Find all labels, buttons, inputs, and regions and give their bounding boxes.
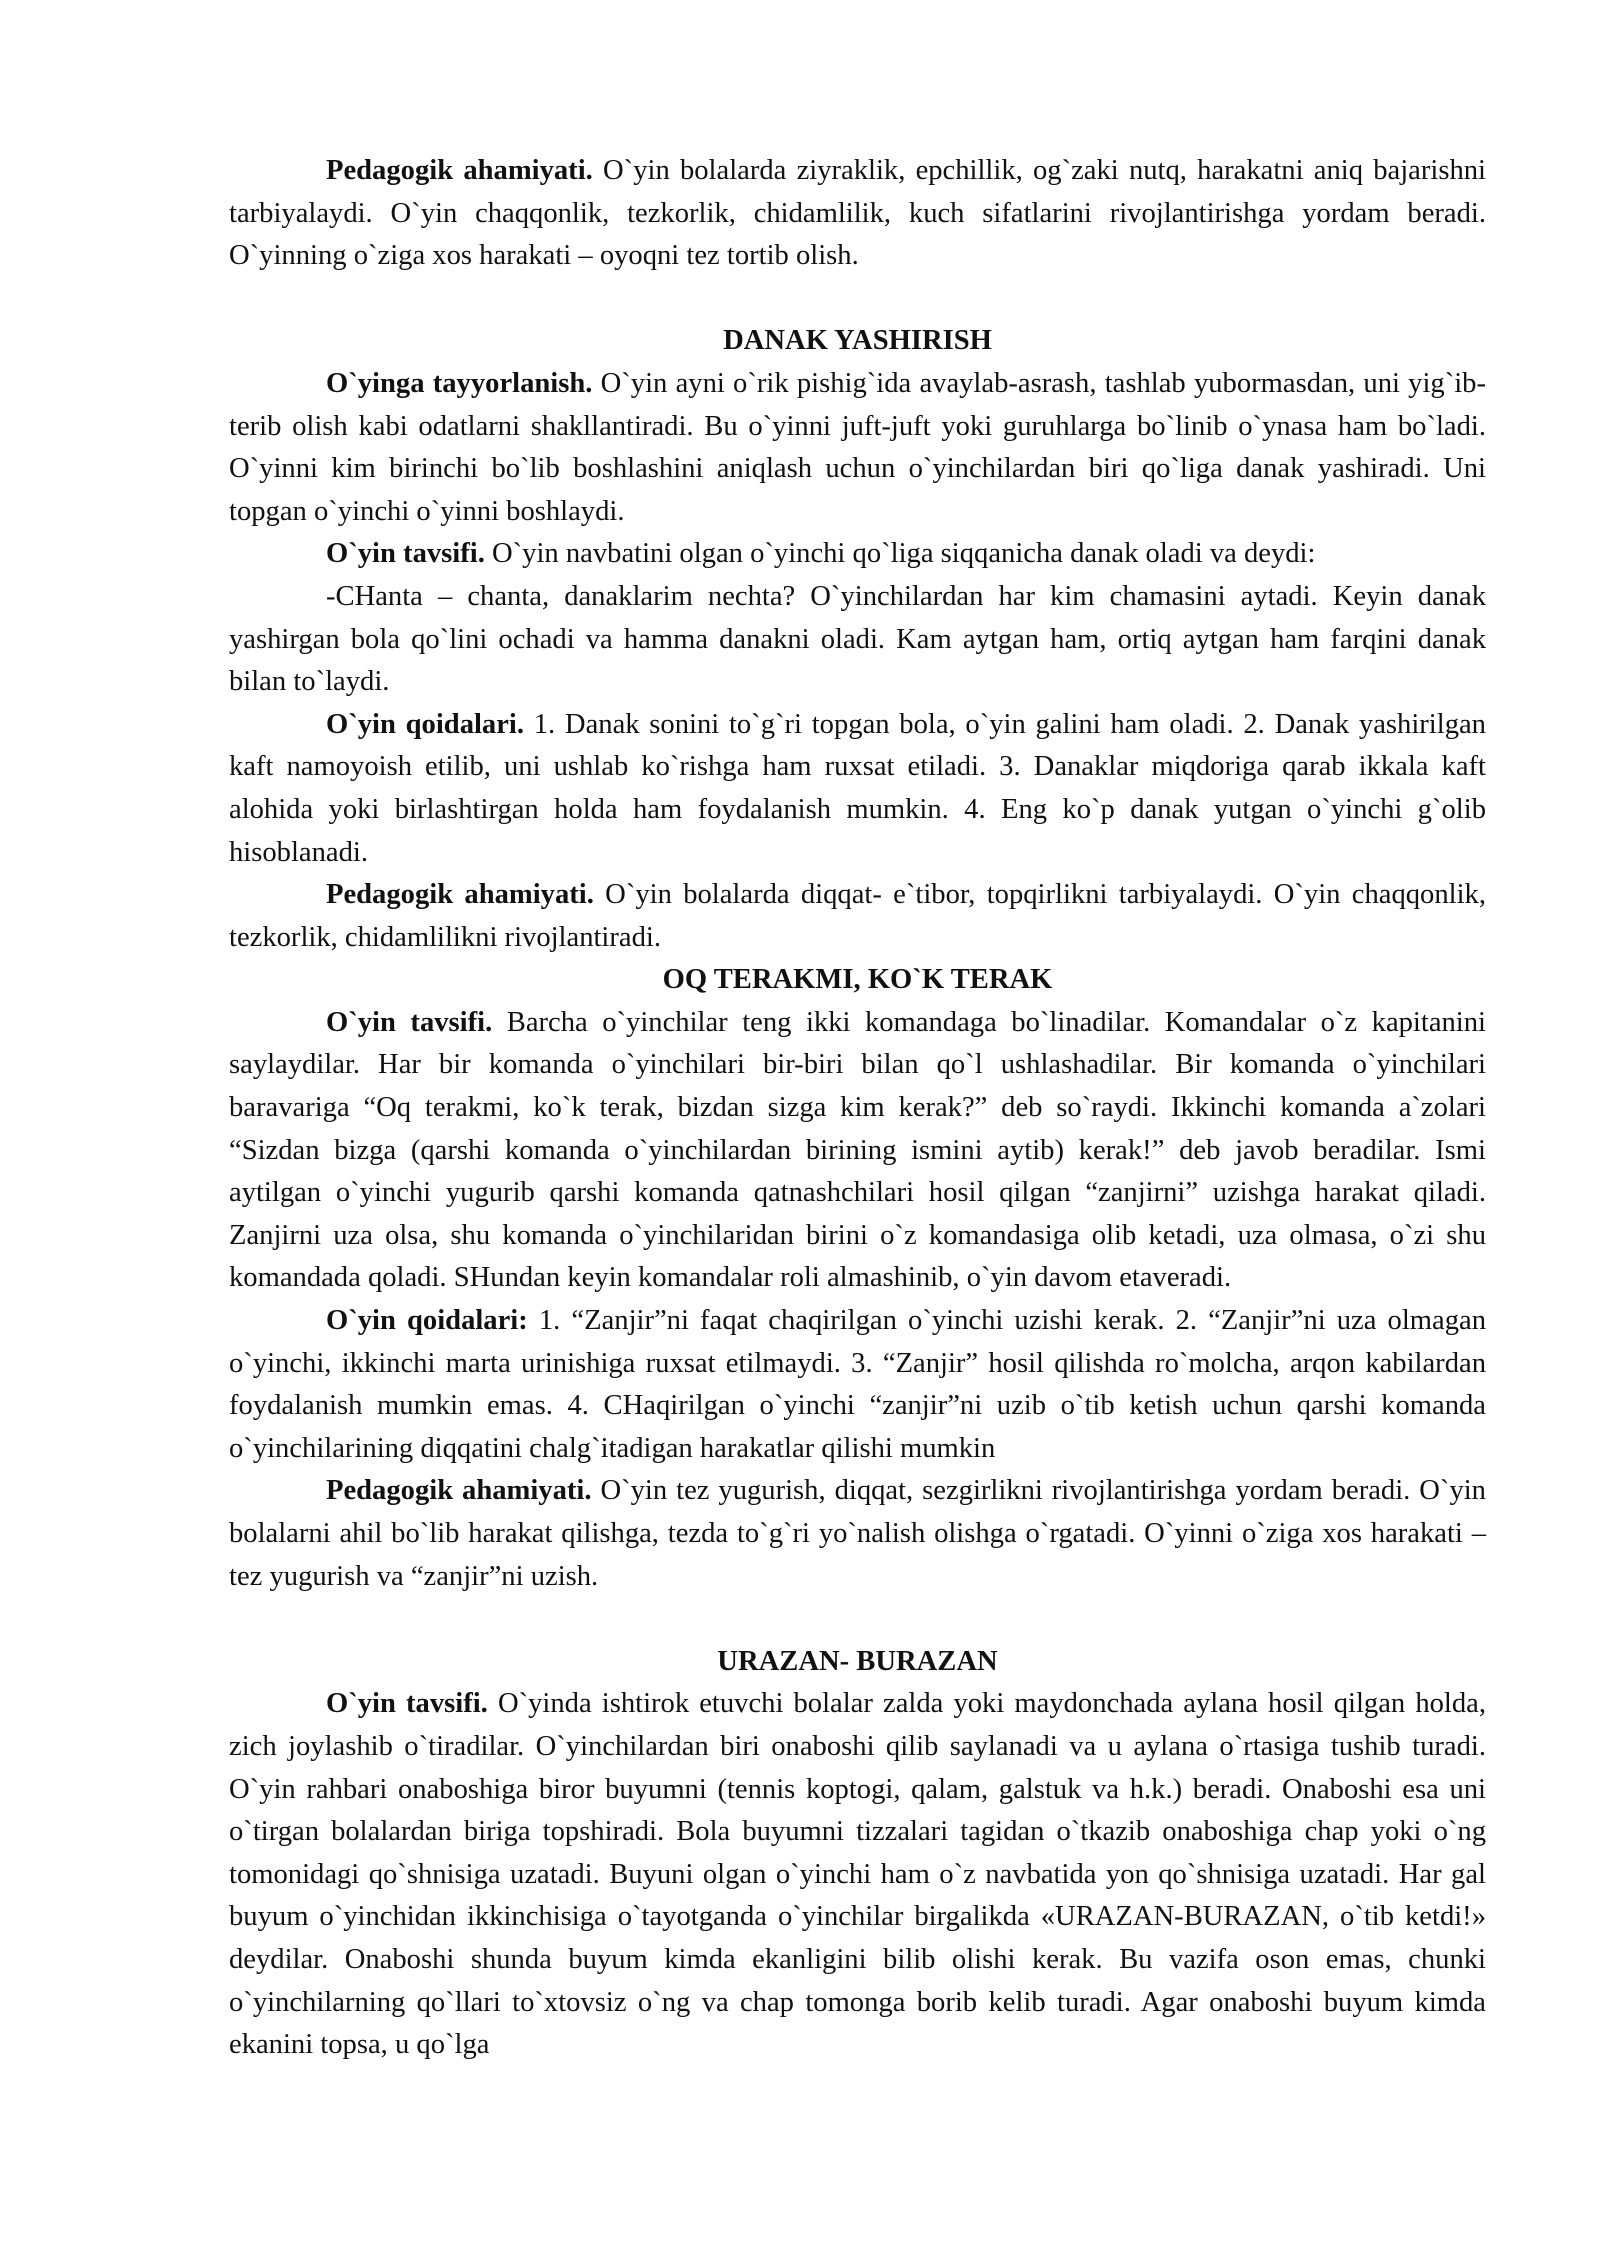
document-page [229,150,1486,2067]
paragraph-text: O`yin bolalarda diqqat- e`tibor, topqirlikni tarbiyalaydi. O`yin chaqqonlik, tezkorlik, chidamlilikni rivojlantiradi. [229,879,1486,953]
paragraph-label: O`yin tavsifi. [326,1006,493,1038]
paragraph-label: O`yin qoidalari: [326,1305,528,1337]
paragraph-label: O`yinga tayyorlanish. [326,367,593,399]
paragraph [229,1300,1486,1470]
paragraph [229,363,1486,533]
paragraph [229,1470,1486,1598]
paragraph [229,533,1486,576]
paragraph-label: O`yin qoidalari. [326,708,525,740]
spacer [229,1598,1486,1641]
section-title: URAZAN- BURAZAN [717,1645,998,1677]
paragraph-label: Pedagogik ahamiyati. [326,1475,592,1507]
paragraph [229,576,1486,704]
paragraph-text: Barcha o`yinchilar teng ikki komandaga bo`linadilar. Komandalar o`z kapitanini saylaydilar. Har bir komanda o`yinchilari bir-biri bilan qo`l ushlashadilar. Bir komanda o`yinchilari baravariga “Oq terakmi, ko`k terak, bizdan sizga kim kerak?” deb so`raydi. Ikkinchi komanda a`zolari “Sizdan bizga (qarshi komanda o`yinchilardan birining ismini aytib) kerak!” deb javob beradilar. Ismi aytilgan o`yinchi yugurib qarshi komanda qatnashchilari hosil qilgan “zanjirni” uzishga harakat qiladi. Zanjirni uza olsa, shu komanda o`yinchilaridan birini o`z komandasiga olib ketadi, uza olmasa, o`zi shu komandada qoladi. SHundan keyin komandalar roli almashinib, o`yin davom etaveradi. [229,1006,1486,1294]
paragraph-label: Pedagogik ahamiyati. [326,155,593,186]
paragraph-text: 1. “Zanjir”ni faqat chaqirilgan o`yinchi uzishi kerak. 2. “Zanjir”ni uza olmagan o`yinchi, ikkinchi marta urinishiga ruxsat etilmaydi. 3. “Zanjir” hosil qilishda ro`molcha, arqon kabilardan foydalanish mumkin emas. 4. CHaqirilgan o`yinchi “zanjir”ni uzib o`tib ketish uchun qarshi komanda o`yinchilarining diqqatini chalg`itadigan harakatlar qilishi mumkin [229,1305,1487,1464]
paragraph-text: O`yin bolalarda ziyraklik, epchillik, og`zaki nutq, harakatni aniq bajarishni tarbiyalaydi. O`yin chaqqonlik, tezkorlik, chidamlilik, kuch sifatlarini rivojlantirishga yordam beradi. O`yinning o`ziga xos harakati – oyoqni tez tortib olish. [229,155,1486,272]
paragraph-label: O`yin tavsifi. [326,538,485,570]
paragraph-label: O`yin tavsifi. [326,1688,488,1720]
section-title: OQ TERAKMI, KO`K TERAK [662,964,1053,996]
paragraph-label: Pedagogik ahamiyati. [326,879,594,911]
paragraph-text: O`yin navbatini olgan o`yinchi qo`liga siqqanicha danak oladi va deydi: [484,538,1316,570]
paragraph [229,704,1486,874]
section-title: DANAK YASHIRISH [723,325,992,357]
paragraph-text: O`yin ayni o`rik pishig`ida avaylab-asrash, tashlab yubormasdan, uni yig`ib-terib olish kabi odatlarni shakllantiradi. Bu o`yinni juft-juft yoki guruhlarga bo`linib o`ynasa ham bo`ladi. O`yinni kim birinchi bo`lib boshlashini aniqlash uchun o`yinchilardan biri qo`liga danak yashiradi. Uni topgan o`yinchi o`yinni boshlaydi. [229,367,1486,527]
paragraph-text: 1. Danak sonini to`g`ri topgan bola, o`yin galini ham oladi. 2. Danak yashirilgan kaft namoyoish etilib, uni ushlab ko`rishga ham ruxsat etiladi. 3. Danaklar miqdoriga qarab ikkala kaft alohida yoki birlashtirgan holda ham foydalanish mumkin. 4. Eng ko`p danak yutgan o`yinchi g`olib hisoblanadi. [229,708,1486,868]
paragraph-text: O`yin tez yugurish, diqqat, sezgirlikni rivojlantirishga yordam beradi. O`yin bolalarni ahil bo`lib harakat qilishga, tezda to`g`ri yo`nalish olishga o`rgatadi. O`yinni o`ziga xos harakati – tez yugurish va “zanjir”ni uzish. [229,1475,1486,1592]
paragraph-text: O`yinda ishtirok etuvchi bolalar zalda yoki maydonchada aylana hosil qilgan holda, zich joylashib o`tiradilar. O`yinchilardan biri onaboshi qilib saylanadi va u aylana o`rtasiga tushib turadi. O`yin rahbari onaboshiga biror buyumni (tennis koptogi, qalam, galstuk va h.k.) beradi. Onaboshi esa uni o`tirgan bolalardan biriga topshiradi. Bola buyumni tizzalari tagidan o`tkazib onaboshiga chap yoki o`ng tomonidagi qo`shnisiga uzatadi. Buyuni olgan o`yinchi ham o`z navbatida yon qo`shnisiga uzatadi. Har gal buyum o`yinchidan ikkinchisiga o`tayotganda o`yinchilar birgalikda «URAZAN-BURAZAN, o`tib ketdi!» deydilar. Onaboshi shunda buyum kimda ekanligini bilib olishi kerak. Bu vazifa oson emas, chunki o`yinchilarning qo`llari to`xtovsiz o`ng va chap tomonga borib kelib turadi. Agar onaboshi buyum kimda ekanini topsa, u qo`lga [229,1688,1486,2061]
paragraph [229,1002,1486,1300]
paragraph-text: -CHanta – chanta, danaklarim nechta? O`yinchilardan har kim chamasini aytadi. Keyin danak yashirgan bola qo`lini ochadi va hamma danakni oladi. Kam aytgan ham, ortiq aytgan ham farqini danak bilan to`laydi. [229,580,1486,698]
spacer [229,278,1486,321]
paragraph [229,1683,1486,2066]
paragraph [229,150,1486,278]
paragraph [229,874,1486,959]
